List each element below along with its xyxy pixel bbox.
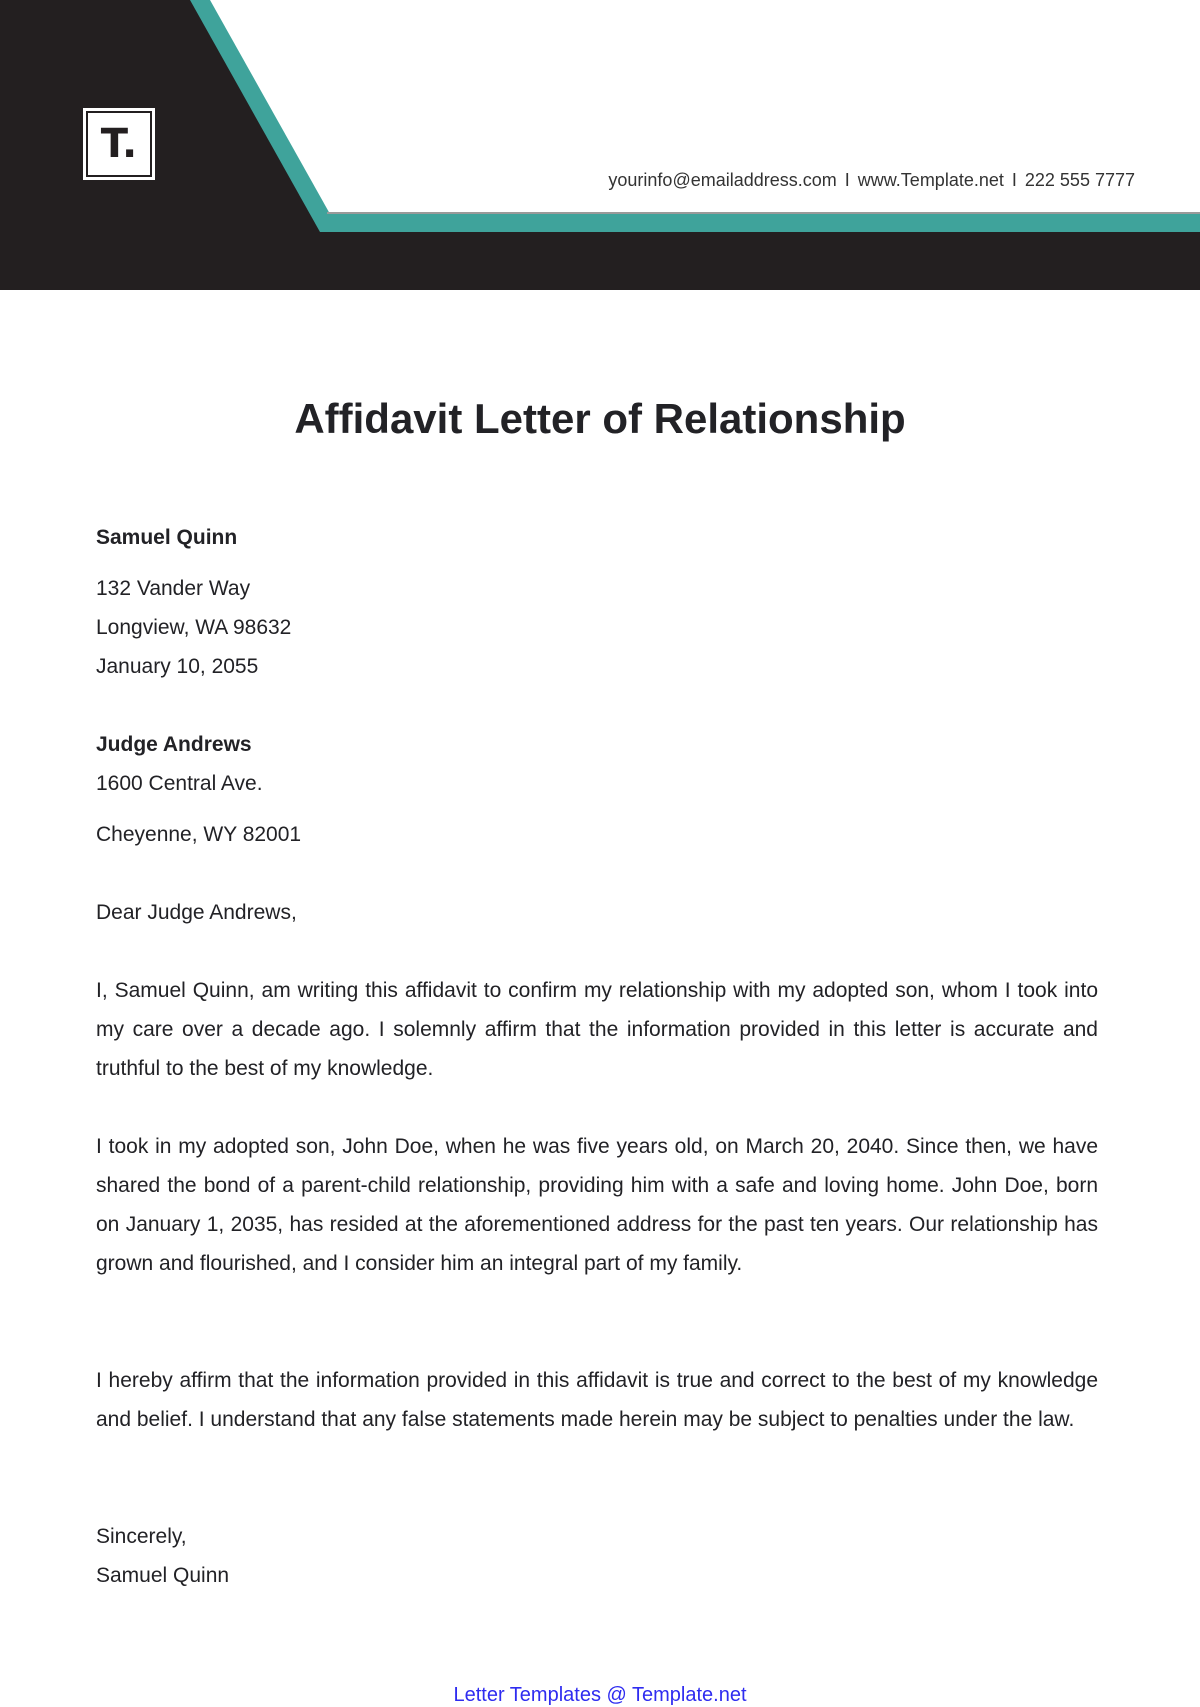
salutation: Dear Judge Andrews, xyxy=(96,901,297,924)
letterhead xyxy=(0,0,1200,290)
contact-separator: I xyxy=(844,170,850,190)
body-paragraph-1: I, Samuel Quinn, am writing this affidavit to confirm my relationship with my adopted son, whom I took into my care over a decade ago. I solemnly affirm that the information provided in this letter is accurate and truthful to the best of my knowledge. xyxy=(96,979,1098,1080)
contact-email: yourinfo@emailaddress.com xyxy=(608,170,837,190)
letterhead-graphic xyxy=(0,0,1200,290)
recipient-name: Judge Andrews xyxy=(96,733,252,756)
sender-name: Samuel Quinn xyxy=(96,526,238,549)
contact-phone: 222 555 7777 xyxy=(1024,170,1135,190)
body-paragraph-2: I took in my adopted son, John Doe, when he was five years old, on March 20, 2040. Since then, we have shared the bond of a parent-child relationship, providing him with a safe and loving home. John Doe, born on January 1, 2035, has resided at the aforementioned address for the past ten years. Our relationship has grown and flourished, and I consider him an integral part of my family. xyxy=(96,1135,1098,1275)
recipient-address-line2: Cheyenne, WY 82001 xyxy=(96,823,302,846)
document-title: Affidavit Letter of Relationship xyxy=(294,395,906,442)
contact-info xyxy=(608,170,1135,191)
contact-website: www.Template.net xyxy=(857,170,1004,190)
body-paragraph-3: I hereby affirm that the information provided in this affidavit is true and correct to the best of my knowledge and belief. I understand that any false statements made herein may be subject to penalties under the law. xyxy=(96,1369,1098,1431)
letter-date: January 10, 2055 xyxy=(96,655,259,678)
contact-separator: I xyxy=(1011,170,1017,190)
company-logo xyxy=(83,108,155,180)
recipient-address-line1: 1600 Central Ave. xyxy=(96,772,263,795)
sender-address-line2: Longview, WA 98632 xyxy=(96,616,292,639)
closing: Sincerely, xyxy=(96,1525,187,1548)
signature-name: Samuel Quinn xyxy=(96,1564,230,1587)
logo-mark: T. xyxy=(86,111,152,177)
sender-address-line1: 132 Vander Way xyxy=(96,577,251,600)
footer-link[interactable]: Letter Templates @ Template.net xyxy=(453,1684,747,1706)
